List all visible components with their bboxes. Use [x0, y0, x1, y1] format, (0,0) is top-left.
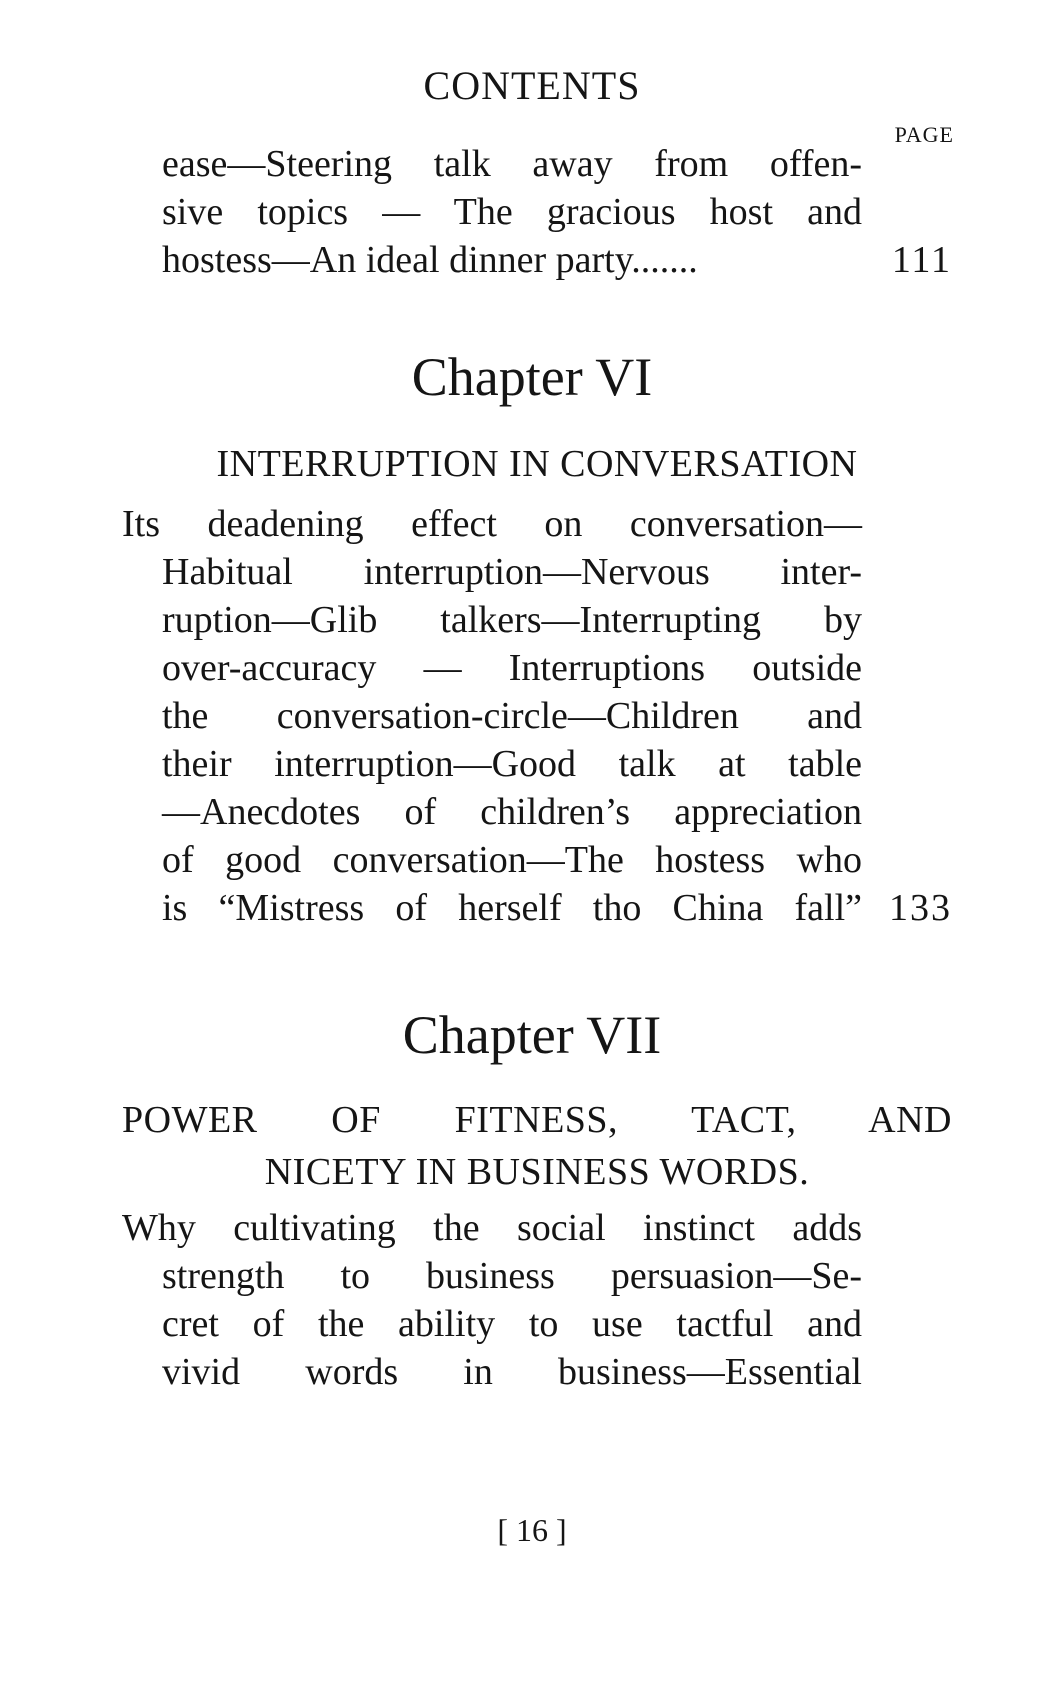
chapter-subtitle: POWER OF FITNESS, TACT, AND NICETY IN BUSINESS WORDS. — [122, 1099, 952, 1193]
entry-line: Why cultivating the social instinct adds — [122, 1207, 862, 1249]
entry-line: the conversation-circle—Children and — [162, 695, 862, 737]
entry-line: Its deadening effect on conversation— — [122, 503, 862, 545]
entry-line: hostess—An ideal dinner party....... 111 — [122, 236, 952, 284]
chapter-subtitle: INTERRUPTION IN CONVERSATION — [216, 443, 858, 485]
entry-line: of good conversation—The hostess who — [162, 839, 862, 881]
continued-entry — [122, 140, 952, 284]
entry-line: is “Mistress of herself tho China fall” 133 — [122, 884, 952, 932]
entry-line: over-accuracy — Interruptions outside — [162, 647, 862, 689]
entry-line: ease—Steering talk away from offen- — [162, 143, 862, 185]
entry-line: —Anecdotes of children’s appreciation — [162, 791, 862, 833]
page-column-label: PAGE — [894, 122, 954, 147]
page-folio: [ 16 ] — [497, 1512, 567, 1548]
entry-line: their interruption—Good talk at table — [162, 743, 862, 785]
chapter-entry — [122, 1204, 952, 1396]
entry-line: Habitual interruption—Nervous inter- — [162, 551, 862, 593]
entry-line: vivid words in business—Essential — [162, 1351, 862, 1393]
entry-line: sive topics — The gracious host and — [162, 191, 862, 233]
entry-line: ruption—Glib talkers—Interrupting by — [162, 599, 862, 641]
chapter-entry — [122, 500, 952, 932]
entry-line: strength to business persuasion—Se- — [162, 1255, 862, 1297]
entry-line: cret of the ability to use tactful and — [162, 1303, 862, 1345]
running-head: CONTENTS — [423, 63, 641, 108]
chapter-title: Chapter VI — [411, 347, 653, 407]
page-number: 111 — [891, 239, 952, 281]
page-number: 133 — [889, 887, 952, 929]
chapter-title: Chapter VII — [402, 1005, 662, 1065]
